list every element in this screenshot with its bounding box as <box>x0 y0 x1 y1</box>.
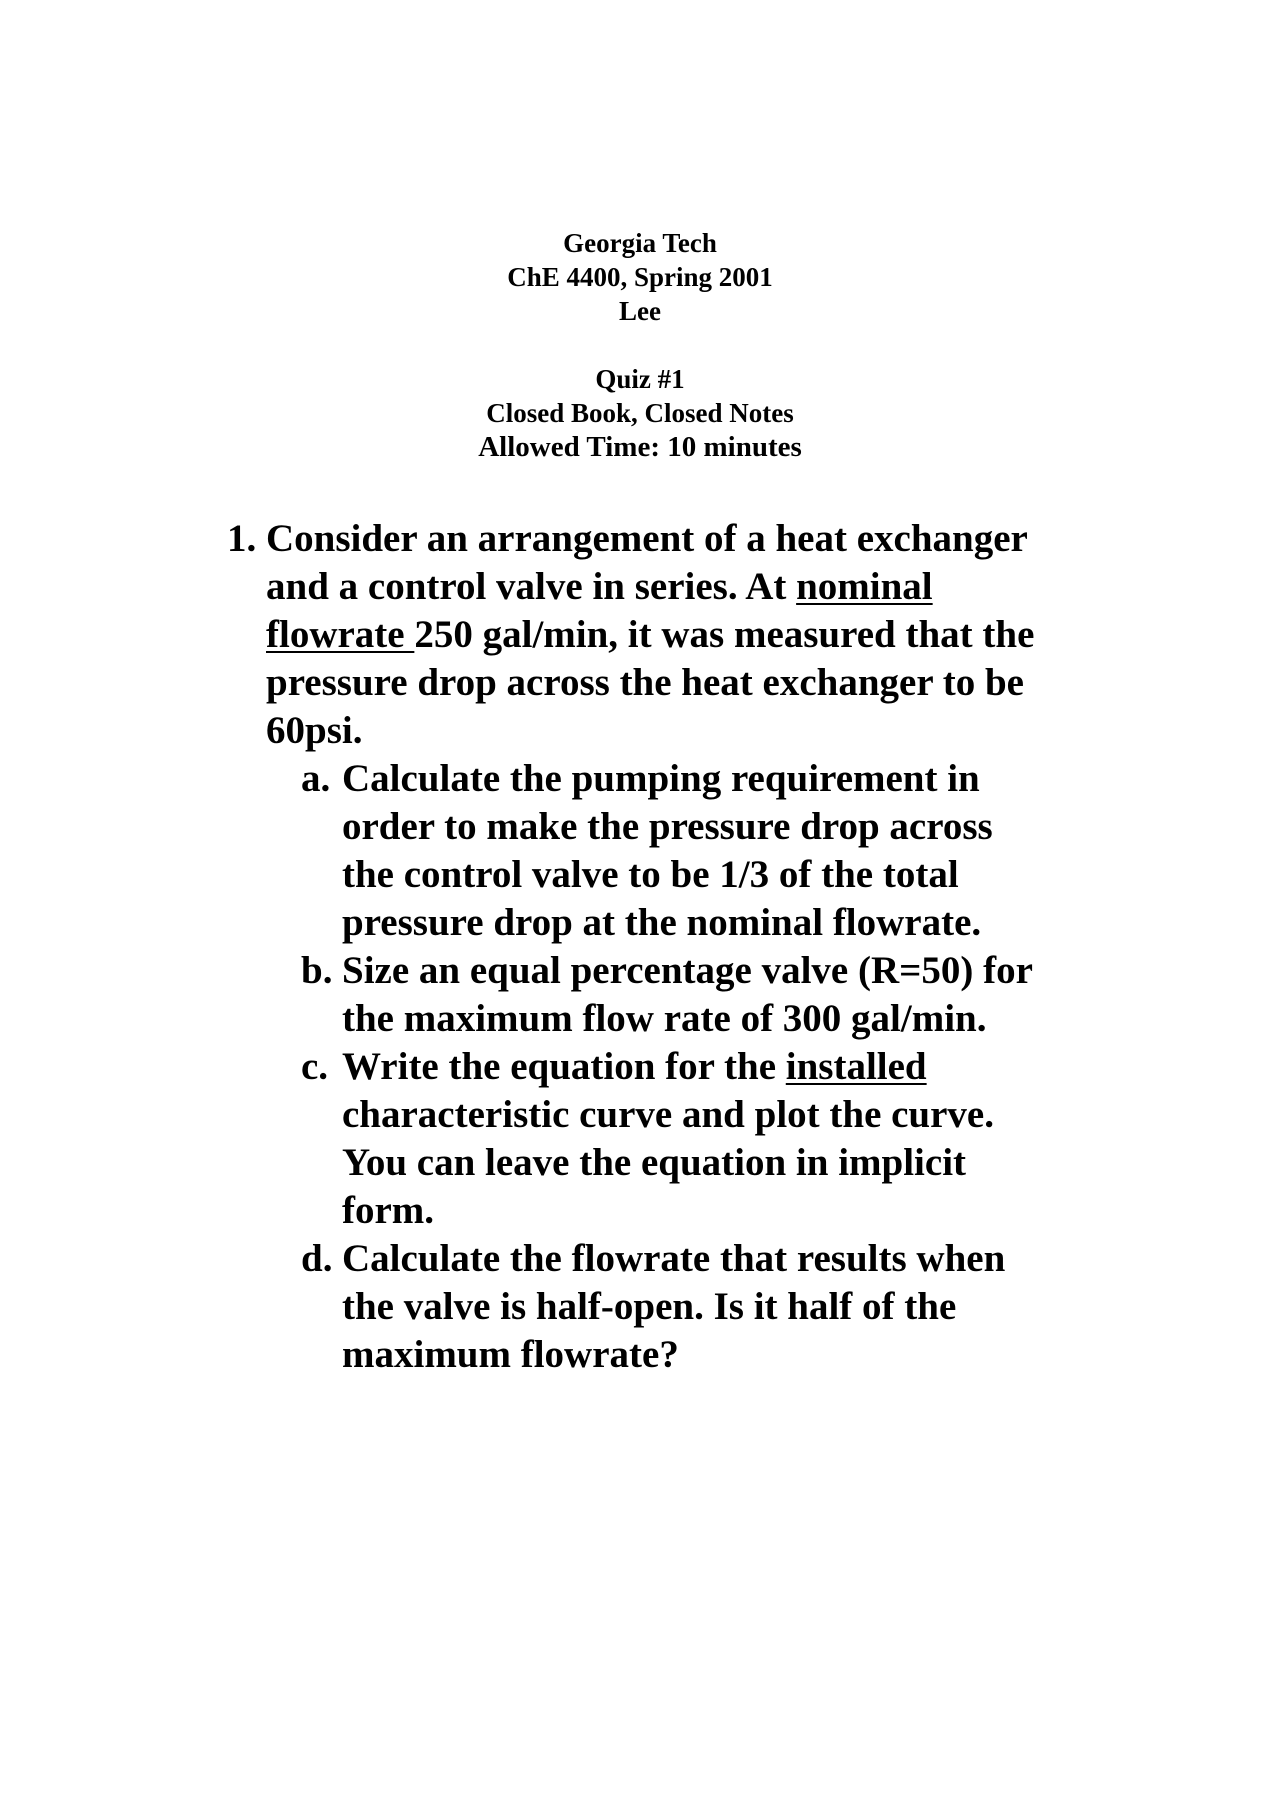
quiz-rules: Closed Book, Closed Notes <box>486 398 794 428</box>
subpart-c-line: characteristic curve and plot the curve. <box>342 1093 994 1136</box>
subpart-b-line: the maximum flow rate of 300 gal/min. <box>342 997 987 1040</box>
subpart-d-label: d. <box>301 1237 333 1280</box>
underlined-term: nominal <box>796 565 933 608</box>
underlined-term: installed <box>785 1045 927 1088</box>
course-header <box>0 226 1280 328</box>
institution-name: Georgia Tech <box>563 228 717 258</box>
subpart-a-label: a. <box>301 757 331 800</box>
subpart-a-line: pressure drop at the nominal flowrate. <box>342 901 982 944</box>
question-line: pressure drop across the heat exchanger to be <box>266 661 1024 704</box>
course-info: ChE 4400, Spring 2001 <box>507 262 773 292</box>
subpart-c-line: form. <box>342 1189 435 1232</box>
question-number: 1. <box>227 517 257 560</box>
question-line: flowrate 250 gal/min, it was measured that the <box>266 613 1035 656</box>
time-allowed: Allowed Time: 10 minutes <box>478 431 802 463</box>
subpart-b-line: Size an equal percentage valve (R=50) for <box>342 949 1033 992</box>
subpart-c-line: Write the equation for the installed <box>342 1045 927 1088</box>
underlined-term: flowrate <box>266 613 415 656</box>
instructor-name: Lee <box>619 296 661 326</box>
subpart-a-line: order to make the pressure drop across <box>342 805 993 848</box>
subpart-c-label: c. <box>301 1045 329 1088</box>
subpart-b-label: b. <box>301 949 333 992</box>
subpart-d-line: the valve is half-open. Is it half of the <box>342 1285 957 1328</box>
question-line: and a control valve in series. At nominal <box>266 565 933 608</box>
question-line: Consider an arrangement of a heat exchanger <box>266 517 1028 560</box>
subpart-d-line: maximum flowrate? <box>342 1333 679 1376</box>
quiz-title: Quiz #1 <box>595 364 685 394</box>
subpart-c-line: You can leave the equation in implicit <box>342 1141 967 1184</box>
subpart-a-line: Calculate the pumping requirement in <box>342 757 980 800</box>
question-line: 60psi. <box>266 709 363 752</box>
quiz-header <box>0 362 1280 464</box>
subpart-a-line: the control valve to be 1/3 of the total <box>342 853 959 896</box>
subpart-d-line: Calculate the flowrate that results when <box>342 1237 1006 1280</box>
